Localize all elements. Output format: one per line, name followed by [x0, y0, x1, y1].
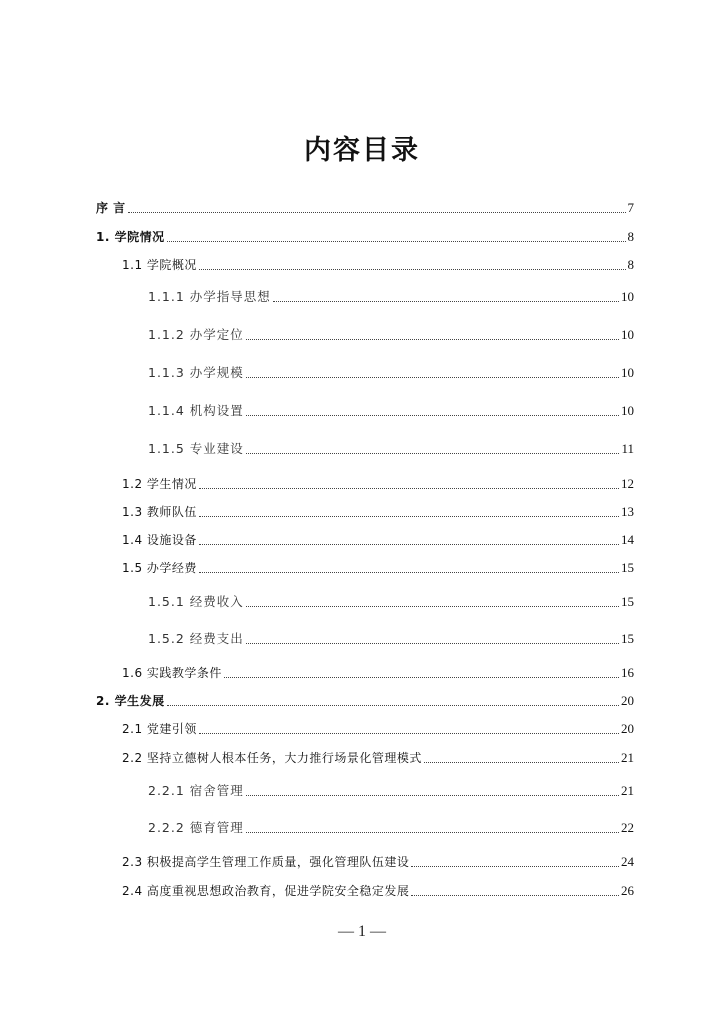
leader-dots	[246, 377, 619, 378]
leader-dots	[273, 301, 619, 302]
page-title: 内容目录	[304, 135, 420, 166]
leader-dots	[411, 866, 619, 867]
toc-entry-page: 21	[621, 783, 634, 798]
leader-dots	[128, 212, 626, 213]
leader-dots	[246, 795, 619, 796]
toc-entry-label: 2.2.1 宿舍管理	[148, 783, 244, 798]
toc-entry[interactable]	[96, 228, 634, 246]
toc-entry-label: 2.1 党建引领	[122, 722, 197, 736]
toc-entry-label: 1.4 设施设备	[122, 533, 197, 547]
toc-entry-label: 2. 学生发展	[96, 694, 165, 708]
toc-entry-page: 10	[621, 403, 634, 418]
toc-entry[interactable]	[148, 819, 634, 837]
leader-dots	[246, 415, 619, 416]
leader-dots	[411, 895, 619, 896]
toc-entry[interactable]	[122, 531, 634, 549]
leader-dots	[246, 339, 619, 340]
toc-entry-label: 1.2 学生情况	[122, 477, 197, 491]
toc-entry[interactable]	[96, 199, 634, 217]
toc-entry-page: 14	[621, 532, 634, 547]
leader-dots	[199, 733, 619, 734]
toc-entry[interactable]	[148, 364, 634, 382]
toc-entry-label: 1.1 学院概况	[122, 258, 197, 272]
toc-entry[interactable]	[96, 692, 634, 710]
toc-entry-label: 1.1.5 专业建设	[148, 441, 244, 456]
toc-entry-page: 11	[621, 441, 634, 456]
toc-entry[interactable]	[122, 720, 634, 738]
toc-entry[interactable]	[122, 882, 634, 900]
toc-entry-page: 20	[621, 693, 634, 708]
toc-entry-label: 1.1.1 办学指导思想	[148, 289, 271, 304]
toc-entry[interactable]	[148, 630, 634, 648]
toc-entry-page: 13	[621, 504, 634, 519]
toc-entry[interactable]	[148, 782, 634, 800]
toc-entry[interactable]	[122, 503, 634, 521]
toc-entry[interactable]	[122, 749, 634, 767]
toc-entry-page: 8	[627, 257, 634, 272]
toc-entry-label: 2.4 高度重视思想政治教育，促进学院安全稳定发展	[122, 884, 410, 898]
toc-entry-page: 15	[621, 594, 634, 609]
toc-entry-label: 1.6 实践教学条件	[122, 666, 222, 680]
toc-entry-page: 10	[621, 365, 634, 380]
leader-dots	[199, 516, 619, 517]
toc-entry[interactable]	[148, 402, 634, 420]
leader-dots	[424, 762, 619, 763]
toc-entry-label: 2.3 积极提高学生管理工作质量，强化管理队伍建设	[122, 855, 410, 869]
toc-entry-label: 1.1.4 机构设置	[148, 403, 244, 418]
toc-entry-label: 2.2.2 德育管理	[148, 820, 244, 835]
toc-entry-label: 1.1.2 办学定位	[148, 327, 244, 342]
leader-dots	[224, 677, 619, 678]
toc-entry[interactable]	[148, 326, 634, 344]
leader-dots	[199, 572, 619, 573]
toc-entry-page: 21	[621, 750, 634, 765]
toc-entry-page: 15	[621, 560, 634, 575]
toc-entry-page: 10	[621, 327, 634, 342]
toc-entry-label: 1.5.2 经费支出	[148, 631, 244, 646]
toc-entry[interactable]	[148, 440, 634, 458]
toc-entry[interactable]	[148, 288, 634, 306]
toc-entry-label: 1.1.3 办学规模	[148, 365, 244, 380]
toc-entry-page: 15	[621, 631, 634, 646]
toc-entry-page: 12	[621, 476, 634, 491]
leader-dots	[167, 241, 626, 242]
toc-entry-label: 1.5.1 经费收入	[148, 594, 244, 609]
leader-dots	[199, 544, 619, 545]
toc-entry-label: 2.2 坚持立德树人根本任务，大力推行场景化管理模式	[122, 751, 422, 765]
toc-entry-label: 1.3 教师队伍	[122, 505, 197, 519]
toc-entry[interactable]	[122, 559, 634, 577]
toc-entry[interactable]	[148, 593, 634, 611]
leader-dots	[199, 488, 619, 489]
toc-entry-page: 22	[621, 820, 634, 835]
leader-dots	[167, 705, 619, 706]
toc-entry-page: 20	[621, 721, 634, 736]
toc-entry[interactable]	[122, 256, 634, 274]
toc-entry-page: 24	[621, 854, 634, 869]
toc-entry-label: 1. 学院情况	[96, 230, 165, 244]
toc-entry-page: 8	[627, 229, 634, 244]
toc-entry-page: 10	[621, 289, 634, 304]
leader-dots	[246, 453, 620, 454]
toc-entry-page: 26	[621, 883, 634, 898]
toc-entry-label: 1.5 办学经费	[122, 561, 197, 575]
toc-entry[interactable]	[122, 664, 634, 682]
toc-entry[interactable]	[122, 475, 634, 493]
toc-entry-label: 序 言	[96, 201, 126, 215]
toc-entry-page: 16	[621, 665, 634, 680]
page-number: — 1 —	[338, 923, 386, 940]
toc-entry-page: 7	[627, 200, 634, 215]
leader-dots	[246, 643, 619, 644]
leader-dots	[246, 832, 619, 833]
toc-entry[interactable]	[122, 853, 634, 871]
leader-dots	[246, 606, 619, 607]
leader-dots	[199, 269, 626, 270]
